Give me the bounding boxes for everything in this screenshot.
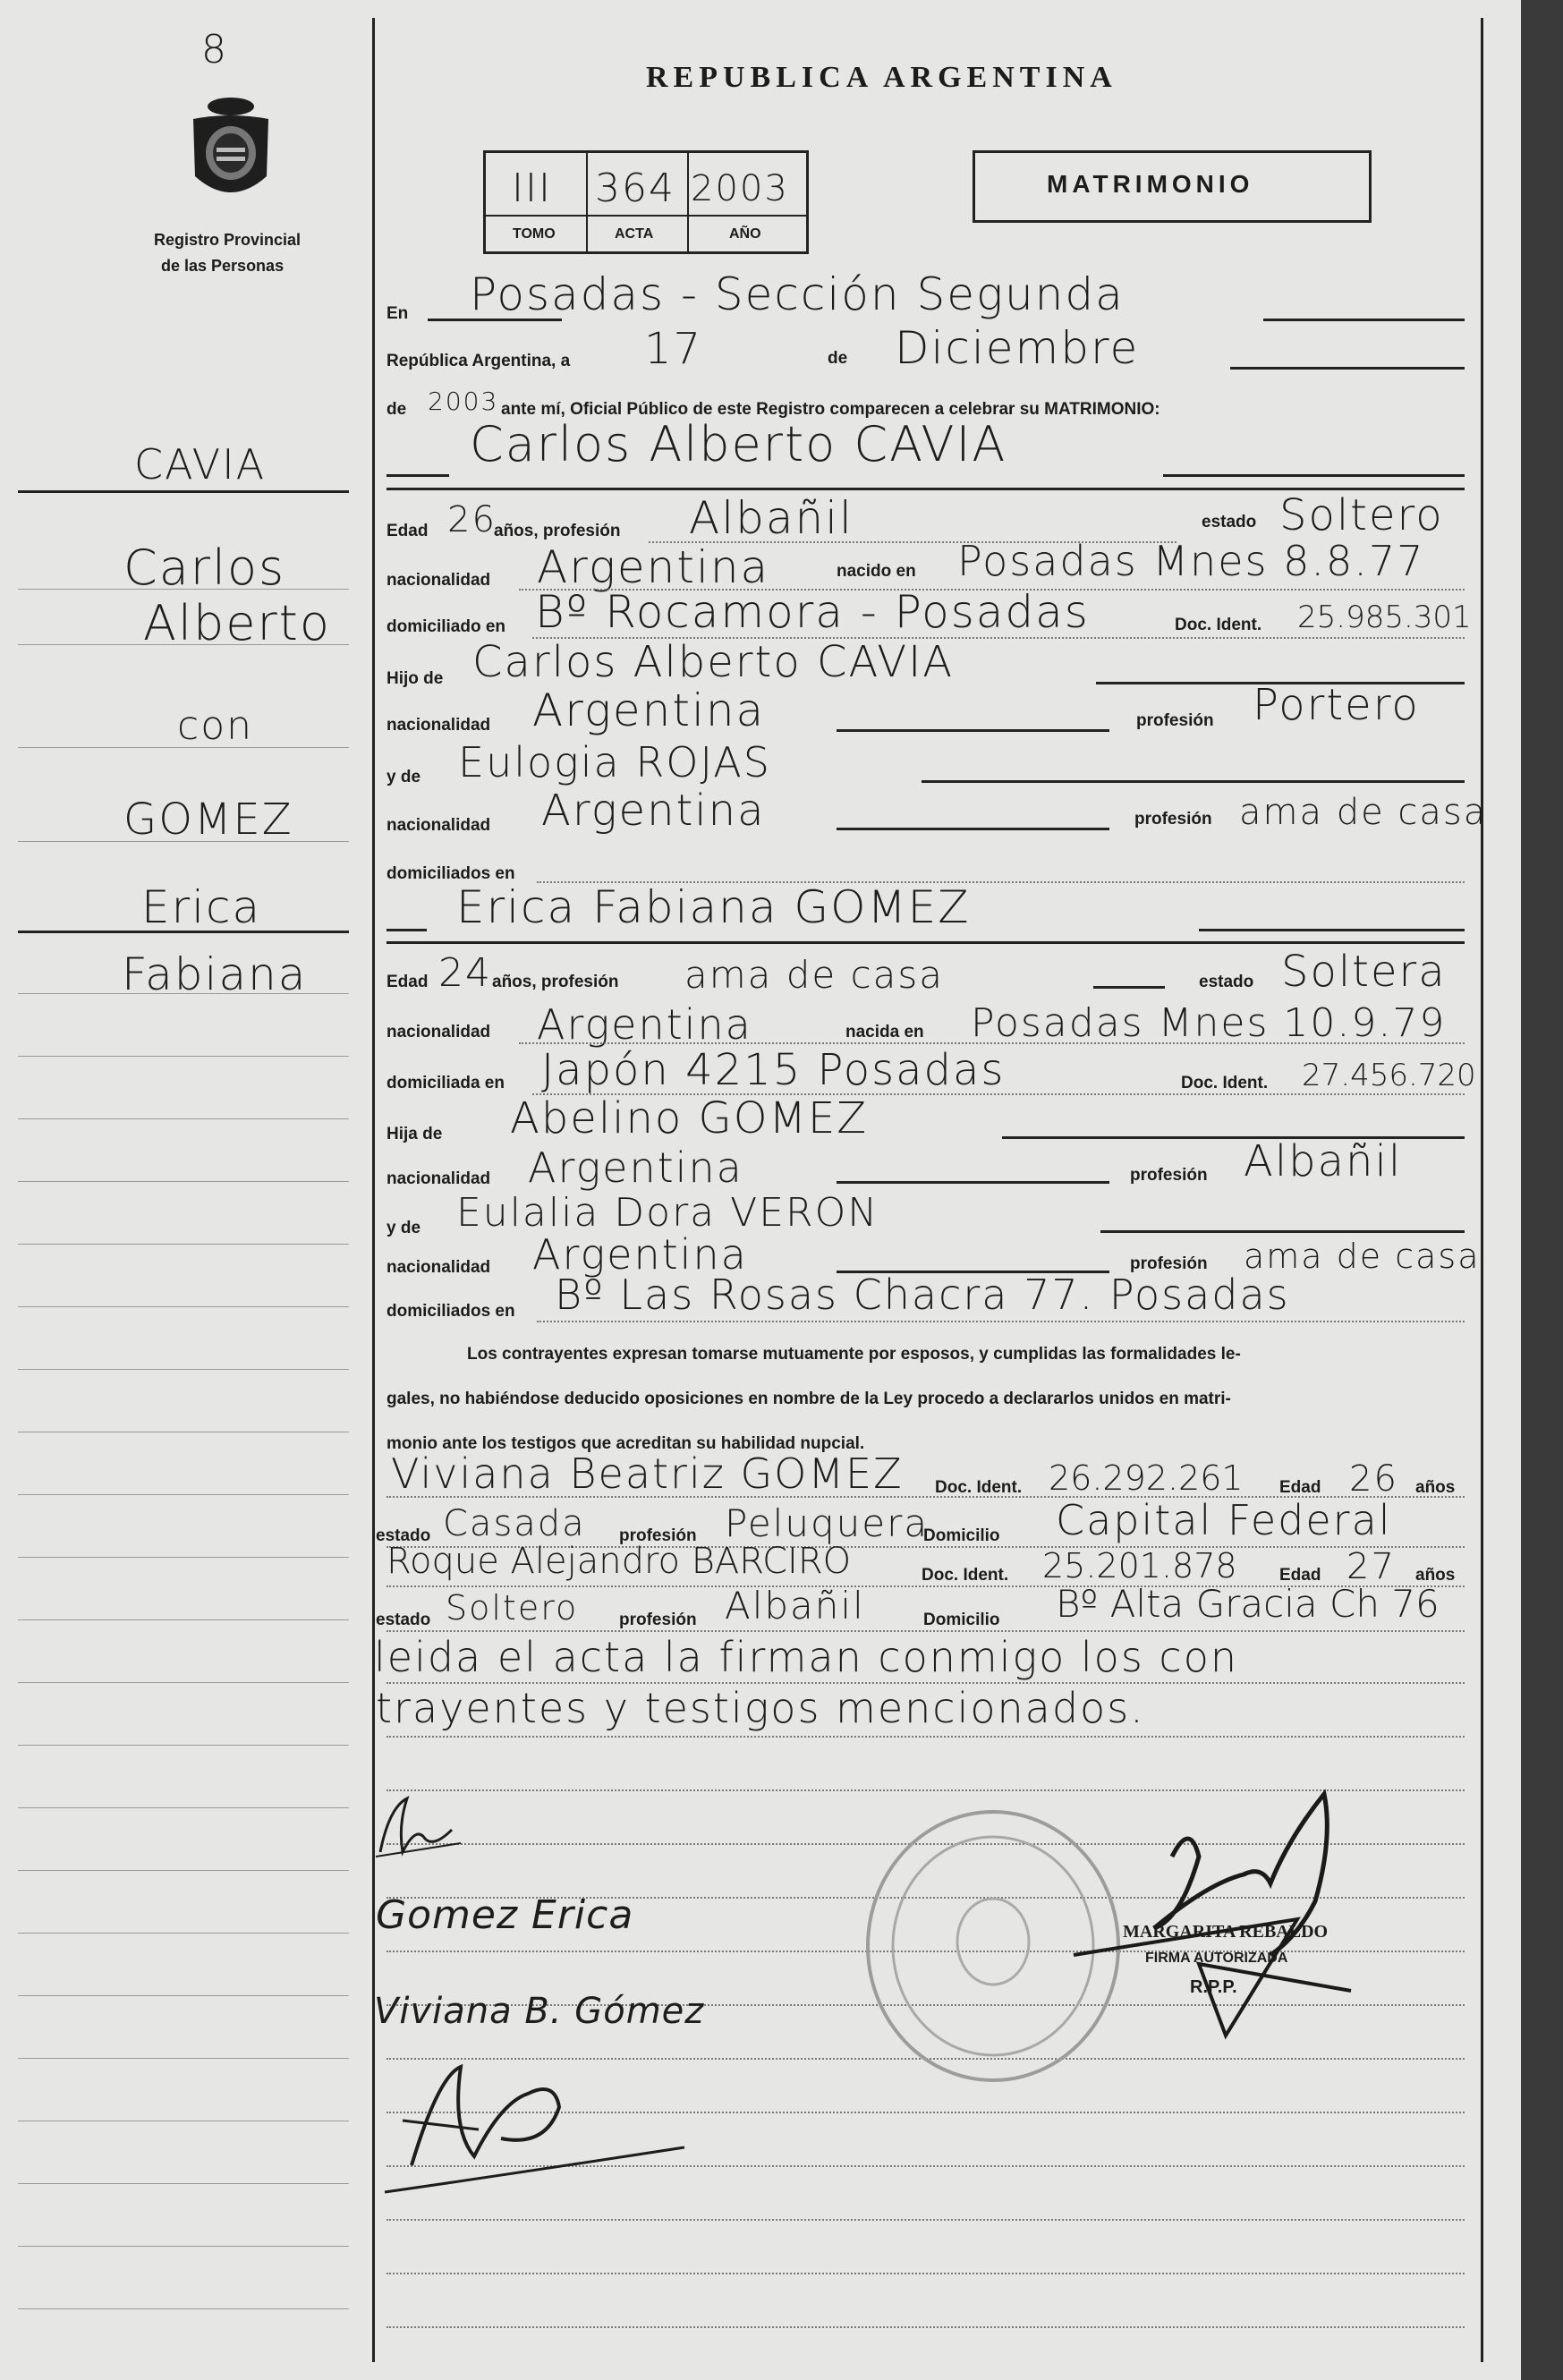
- witness-2-age: 27: [1346, 1546, 1396, 1587]
- bride-mother-line: [1100, 1230, 1465, 1233]
- groom-born: Posadas Mnes 8.8.77: [957, 537, 1425, 585]
- ref-divider: [586, 150, 588, 251]
- witness-2-doc: 25.201.878: [1042, 1546, 1237, 1585]
- witness-2-estado-label: estado: [376, 1611, 431, 1629]
- place-line: [428, 319, 562, 321]
- bride-domiciliados-line: [537, 1321, 1465, 1322]
- bride-section-rule: [387, 941, 1465, 944]
- witness-1-doc-label: Doc. Ident.: [935, 1478, 1023, 1497]
- bride-born: Posadas Mnes 10.9.79: [971, 1000, 1447, 1046]
- margin-rule: [18, 1870, 349, 1871]
- day: 17: [644, 324, 703, 374]
- groom-nat-label: nacionalidad: [387, 571, 491, 590]
- margin-rule: [18, 490, 349, 493]
- year: 2003: [428, 387, 499, 416]
- bride-dom-label: domiciliada en: [387, 1074, 505, 1092]
- groom-domicile: Bº Rocamora - Posadas: [535, 586, 1090, 638]
- witness-1-status: Casada: [443, 1503, 586, 1544]
- groom-prof-label: años, profesión: [494, 522, 621, 540]
- ref-acta-value: 364: [595, 166, 675, 211]
- bride-domicile: Japón 4215 Posadas: [541, 1045, 1006, 1095]
- margin-rule: [18, 1557, 349, 1558]
- month-line: [1230, 367, 1465, 370]
- bride-mother: Eulalia Dora VERON: [456, 1190, 879, 1236]
- margin-name-groom-2: Alberto: [143, 595, 331, 651]
- witness-1-doc: 26.292.261: [1049, 1458, 1244, 1498]
- place: Posadas - Sección Segunda: [470, 268, 1125, 320]
- groom-father-nat: Argentina: [532, 684, 766, 736]
- closing-rule: [387, 1736, 1465, 1738]
- bride-mother-nat-label: nacionalidad: [387, 1258, 491, 1277]
- margin-rule: [18, 1181, 349, 1182]
- witness-1-domicile: Capital Federal: [1056, 1496, 1392, 1544]
- witness-2-dom-label: Domicilio: [923, 1611, 1000, 1629]
- witness-2-doc-label: Doc. Ident.: [922, 1566, 1009, 1585]
- witness-1-profession: Peluquera: [725, 1501, 930, 1545]
- witness-2-line: [387, 1630, 1465, 1632]
- groom-mother-line: [922, 780, 1465, 783]
- ref-ano-label: AÑO: [729, 226, 761, 242]
- place-line: [1263, 319, 1465, 321]
- witness-2-anos-label: años: [1415, 1566, 1456, 1585]
- margin-rule: [18, 1056, 349, 1057]
- act-type: MATRIMONIO: [1047, 170, 1254, 198]
- groom-name-line: [387, 474, 449, 477]
- bride-nat-label: nacionalidad: [387, 1023, 491, 1041]
- intro-statement: ante mí, Oficial Público de este Registro comparecen a celebrar su MATRIMONIO:: [501, 400, 1160, 419]
- margin-rule: [18, 2246, 349, 2247]
- ref-divider: [687, 150, 689, 251]
- bride-estado-label: estado: [1199, 973, 1254, 991]
- witness-2-prof-label: profesión: [619, 1611, 697, 1629]
- bride-name-line: [1199, 929, 1465, 931]
- margin-rule: [18, 1244, 349, 1245]
- margin-rule: [18, 1745, 349, 1746]
- groom-estado-label: estado: [1202, 513, 1257, 531]
- groom-mother-nat-label: nacionalidad: [387, 816, 491, 835]
- stamp-office: R.P.P.: [1190, 1977, 1237, 1997]
- bride-mother-prof-label: profesión: [1130, 1254, 1208, 1273]
- margin-rule: [18, 1619, 349, 1620]
- registry-line-2: de las Personas: [161, 257, 285, 275]
- groom-age: 26: [447, 499, 497, 540]
- margin-rule: [18, 2058, 349, 2059]
- margin-rule: [18, 1933, 349, 1934]
- margin-conj: con: [177, 703, 253, 749]
- margin-rule: [18, 1995, 349, 1996]
- bride-father-nat-line: [837, 1181, 1109, 1184]
- groom-name: Carlos Alberto CAVIA: [470, 416, 1007, 472]
- groom-mother-nat-line: [837, 828, 1109, 830]
- de-label: de: [828, 349, 848, 368]
- groom-father-nat-line: [837, 729, 1109, 732]
- bride-domiciliados-label: domiciliados en: [387, 1302, 515, 1321]
- page-number: 8: [201, 27, 228, 72]
- bride-father: Abelino GOMEZ: [510, 1093, 869, 1143]
- coat-of-arms-icon: [188, 94, 274, 210]
- groom-yde-label: y de: [387, 768, 421, 786]
- right-border: [1481, 18, 1483, 2362]
- margin-name-bride-1: Erica: [141, 881, 262, 933]
- groom-name-line: [1163, 474, 1465, 477]
- bride-born-label: nacida en: [845, 1023, 924, 1041]
- groom-status: Soltero: [1279, 490, 1444, 540]
- country-title: REPUBLICA ARGENTINA: [646, 61, 1117, 94]
- ref-acta-label: ACTA: [615, 226, 654, 242]
- witness-1-dom-label: Domicilio: [923, 1526, 1000, 1545]
- legal-text-1: Los contrayentes expresan tomarse mutuamente por esposos, y cumplidas las formalidades le-: [467, 1345, 1241, 1364]
- witness-2-name: Roque Alejandro BARCIRO: [387, 1541, 852, 1582]
- witness-2-profession: Albañil: [725, 1584, 865, 1628]
- year-label: de: [387, 400, 407, 419]
- bride-prof-label: años, profesión: [492, 973, 619, 991]
- bride-name-line: [387, 929, 427, 931]
- en-label: En: [387, 304, 409, 323]
- margin-rule: [18, 1306, 349, 1307]
- stamp-name: MARGARITA REBALDO: [1123, 1922, 1329, 1942]
- witness-1-edad-label: Edad: [1279, 1478, 1321, 1497]
- bride-age: 24: [438, 950, 492, 996]
- bride-parents-domicile: Bº Las Rosas Chacra 77. Posadas: [555, 1271, 1290, 1319]
- groom-doc: 25.985.301: [1297, 599, 1472, 635]
- witness-2-domicile: Bº Alta Gracia Ch 76: [1056, 1582, 1440, 1626]
- margin-name-groom-1: Carlos: [123, 540, 286, 596]
- witness-1-anos-label: años: [1415, 1478, 1456, 1497]
- bride-edad-label: Edad: [387, 973, 429, 991]
- margin-name-bride-2: Fabiana: [122, 948, 308, 1000]
- groom-father-nat-label: nacionalidad: [387, 716, 491, 735]
- stamp-role: FIRMA AUTORIZADA: [1145, 1951, 1288, 1966]
- margin-rule: [18, 1682, 349, 1683]
- rep-label: República Argentina, a: [387, 352, 571, 370]
- bride-name: Erica Fabiana GOMEZ: [456, 881, 971, 933]
- witness-2-status: Soltero: [446, 1588, 579, 1628]
- groom-mother-prof-label: profesión: [1134, 810, 1212, 829]
- groom-mother: Eulogia ROJAS: [458, 738, 771, 786]
- bride-mother-nat: Argentina: [532, 1230, 748, 1279]
- groom-profession: Albañil: [689, 492, 854, 544]
- margin-surname-groom: CAVIA: [134, 440, 267, 489]
- witness-1-estado-label: estado: [376, 1526, 431, 1545]
- closing-line-2: trayentes y testigos mencionados.: [376, 1684, 1145, 1732]
- blank-rule: [387, 2273, 1465, 2274]
- signature-bride: Gomez Erica: [376, 1892, 634, 1938]
- groom-nationality: Argentina: [537, 541, 770, 593]
- bride-father-prof-label: profesión: [1130, 1166, 1208, 1185]
- margin-rule: [18, 1369, 349, 1370]
- registry-line-1: Registro Provincial: [154, 231, 302, 249]
- legal-text-2: gales, no habiéndose deducido oposiciones en nombre de la Ley procedo a declararlos unidos en matri-: [387, 1390, 1231, 1408]
- bride-mother-prof: ama de casa: [1244, 1237, 1481, 1276]
- witness-1-prof-label: profesión: [619, 1526, 697, 1545]
- bride-nationality: Argentina: [537, 1000, 752, 1049]
- margin-rule: [18, 1807, 349, 1808]
- groom-born-label: nacido en: [837, 562, 916, 581]
- witness-2-edad-label: Edad: [1279, 1566, 1321, 1585]
- ref-tomo-value: III: [512, 166, 552, 211]
- bride-nat-line: [519, 1042, 1465, 1044]
- ref-tomo-label: TOMO: [513, 226, 556, 242]
- witness-1-name: Viviana Beatriz GOMEZ: [391, 1449, 904, 1498]
- groom-doc-label: Doc. Ident.: [1175, 616, 1262, 634]
- signature-witness-1: Viviana B. Gómez: [374, 1991, 705, 2032]
- blank-rule: [387, 2326, 1465, 2328]
- bride-doc: 27.456.720: [1302, 1058, 1476, 1093]
- bride-father-nat: Argentina: [528, 1143, 743, 1192]
- margin-rule: [18, 2183, 349, 2184]
- bride-yde-label: y de: [387, 1219, 421, 1237]
- ref-divider: [483, 215, 806, 217]
- bride-father-nat-label: nacionalidad: [387, 1169, 491, 1188]
- bride-prof-line: [1093, 986, 1165, 989]
- bride-doc-label: Doc. Ident.: [1181, 1074, 1269, 1092]
- signature-witness-2: [376, 2040, 698, 2201]
- closing-line-1: leida el acta la firman conmigo los con: [374, 1633, 1238, 1681]
- groom-hijo-label: Hijo de: [387, 669, 444, 688]
- official-signature: [1065, 1785, 1405, 2044]
- groom-domiciliados-label: domiciliados en: [387, 864, 515, 883]
- witness-1-age: 26: [1349, 1458, 1398, 1500]
- groom-dom-label: domiciliado en: [387, 617, 506, 636]
- bride-hija-label: Hija de: [387, 1125, 443, 1143]
- month: Diciembre: [895, 322, 1140, 374]
- bride-father-prof: Albañil: [1244, 1136, 1403, 1186]
- bride-profession: ama de casa: [684, 953, 945, 997]
- margin-rule: [18, 1494, 349, 1495]
- groom-mother-nat: Argentina: [541, 786, 766, 836]
- groom-father: Carlos Alberto CAVIA: [472, 637, 955, 687]
- margin-rule: [18, 2308, 349, 2309]
- legal-text-3: monio ante los testigos que acreditan su habilidad nupcial.: [387, 1434, 865, 1453]
- blank-rule: [387, 2219, 1465, 2221]
- page-edge-shadow: [1521, 0, 1563, 2380]
- margin-rule: [18, 1118, 349, 1119]
- groom-father-prof-label: profesión: [1136, 711, 1214, 730]
- ref-ano-value: 2003: [691, 168, 789, 209]
- margin-surname-bride: GOMEZ: [123, 795, 293, 845]
- groom-edad-label: Edad: [387, 522, 429, 540]
- groom-mother-prof: ama de casa: [1239, 792, 1488, 833]
- bride-status: Soltera: [1281, 947, 1447, 997]
- groom-father-prof: Portero: [1253, 680, 1420, 730]
- signature-groom: [371, 1789, 470, 1874]
